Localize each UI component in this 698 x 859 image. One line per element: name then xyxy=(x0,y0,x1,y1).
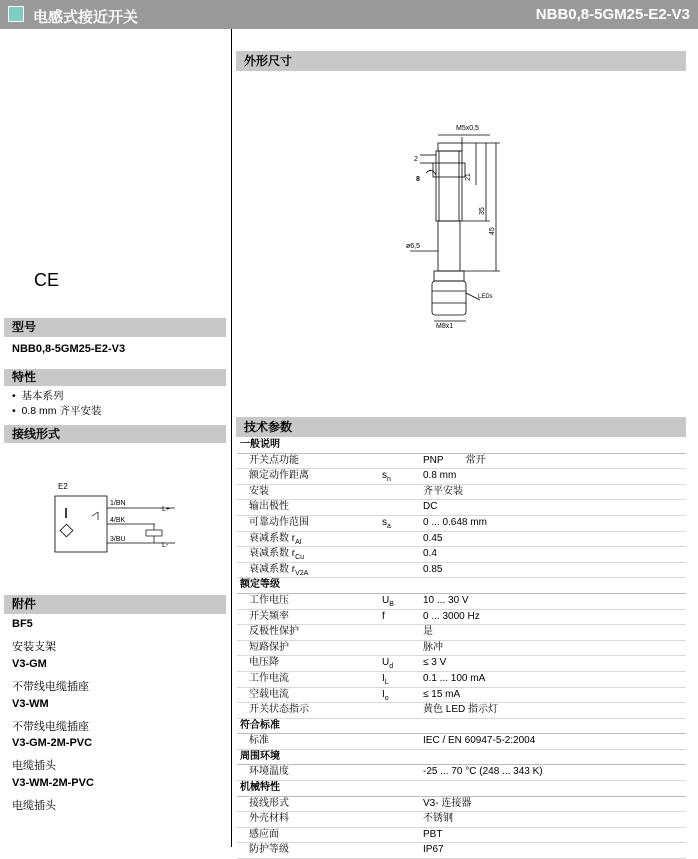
spec-row xyxy=(237,594,686,610)
spec-symbol-text: U xyxy=(382,594,390,606)
spec-section-row xyxy=(237,578,686,594)
pin-label: 3/BU xyxy=(110,536,126,543)
spec-label-text: 工作电压 xyxy=(249,594,289,606)
spec-label-text: 符合标准 xyxy=(240,719,280,731)
spec-label xyxy=(240,578,280,593)
feature-item: • 0.8 mm 齐平安装 xyxy=(12,405,102,417)
page-title: 电感式接近开关 xyxy=(33,9,139,26)
spec-label-text: 工作电流 xyxy=(249,672,289,684)
spec-label xyxy=(240,719,280,734)
feature-item-label: 基本系列 xyxy=(21,390,64,402)
spec-value: 0.85 xyxy=(423,563,443,575)
spec-label-sub: Al xyxy=(295,538,302,546)
spec-section-row xyxy=(237,750,686,766)
feature-item: • 基本系列 xyxy=(12,390,64,402)
spec-table xyxy=(237,438,686,859)
spec-value: 脉冲 xyxy=(423,641,443,653)
spec-label xyxy=(249,672,289,687)
connector-label: M8x1 xyxy=(436,323,454,330)
spec-value: IEC / EN 60947-5-2:2004 xyxy=(423,735,536,747)
accessory-name: BF5 xyxy=(12,618,33,630)
spec-label xyxy=(249,703,309,718)
spec-symbol-text: f xyxy=(382,610,385,622)
spec-row xyxy=(237,485,686,501)
ce-mark: CE xyxy=(34,270,60,290)
dim-2-label: 2 xyxy=(414,156,418,163)
spec-value: -25 ... 70 °C (248 ... 343 K) xyxy=(423,766,543,778)
spec-row xyxy=(237,547,686,563)
spec-label xyxy=(249,734,269,749)
spec-value: 0.4 xyxy=(423,548,437,560)
spec-row xyxy=(237,703,686,719)
accessory-desc: 电缆插头 xyxy=(12,800,56,812)
spec-label-text: 额定等级 xyxy=(240,579,280,591)
dimensions-heading: 外形尺寸 xyxy=(236,51,686,71)
model-value: NBB0,8-5GM25-E2-V3 xyxy=(12,343,126,355)
accessory-name: V3-GM-2M-PVC xyxy=(12,737,93,749)
spec-row xyxy=(237,765,686,781)
spec-value: V3- 连接器 xyxy=(423,797,472,809)
spec-label xyxy=(249,688,289,703)
spec-row xyxy=(237,641,686,657)
diameter-label: ø6,5 xyxy=(406,243,421,250)
accessory-name: V3-WM xyxy=(12,698,49,710)
spec-value: PNP 常开 xyxy=(423,454,486,466)
spec-row xyxy=(237,672,686,688)
spec-label-text: 空载电流 xyxy=(249,688,289,700)
spec-symbol-sub: L xyxy=(384,678,389,686)
spec-label-sub: Cu xyxy=(295,554,305,562)
spec-value: 10 ... 30 V xyxy=(423,594,469,606)
spec-value: PBT xyxy=(423,828,443,840)
spec-row xyxy=(237,688,686,704)
spec-row xyxy=(237,656,686,672)
spec-symbol-sub: o xyxy=(384,694,389,702)
spec-row xyxy=(237,516,686,532)
wiring-heading: 接线形式 xyxy=(4,425,226,443)
spec-label-text: 标准 xyxy=(249,735,269,747)
spec-label-text: 衰减系数 r xyxy=(249,548,296,560)
accessory-name: V3-WM-2M-PVC xyxy=(12,777,94,789)
spec-label-text: 短路保护 xyxy=(249,641,289,653)
spec-label xyxy=(249,843,289,858)
spec-label xyxy=(249,610,289,625)
spec-label xyxy=(249,656,279,671)
spec-symbol-sub: n xyxy=(387,476,391,484)
spec-value: 是 xyxy=(423,626,433,638)
spec-label-text: 电压降 xyxy=(249,657,279,669)
spec-symbol xyxy=(382,610,385,625)
spec-row xyxy=(237,610,686,626)
spec-section-row xyxy=(237,438,686,454)
spec-row xyxy=(237,532,686,548)
spec-section-row xyxy=(237,719,686,735)
spec-row xyxy=(237,469,686,485)
features-heading: 特性 xyxy=(4,369,226,386)
spec-label-text: 防护等级 xyxy=(249,844,289,856)
column-divider xyxy=(231,29,232,847)
spec-row xyxy=(237,500,686,516)
spec-value: 0.1 ... 100 mA xyxy=(423,672,486,684)
spec-label-text: 外壳材料 xyxy=(249,813,289,825)
spec-symbol-sub: a xyxy=(387,522,391,530)
spec-row xyxy=(237,812,686,828)
spec-label-text: 开关点功能 xyxy=(249,454,299,466)
dimension-drawing xyxy=(400,115,510,335)
leds-label: LEDs xyxy=(478,294,493,300)
spec-value: IP67 xyxy=(423,844,444,856)
spec-label-text: 输出极性 xyxy=(249,501,289,513)
spec-value: 0 ... 3000 Hz xyxy=(423,610,480,622)
spec-label xyxy=(249,594,289,609)
spec-row xyxy=(237,797,686,813)
feature-item-label: 0.8 mm 齐平安装 xyxy=(21,405,102,417)
spec-label xyxy=(249,797,289,812)
spec-label-text: 接线形式 xyxy=(249,797,289,809)
spec-label xyxy=(240,750,280,765)
spec-row xyxy=(237,625,686,641)
spec-value: 不锈钢 xyxy=(423,813,453,825)
spec-label xyxy=(240,781,280,796)
spec-row xyxy=(237,843,686,859)
accessories-heading: 附件 xyxy=(4,595,226,614)
spec-label-text: 额定动作距离 xyxy=(249,470,309,482)
plus-label: L+ xyxy=(162,506,170,513)
spec-label-text: 一般说明 xyxy=(240,439,280,450)
spec-value: 齐平安装 xyxy=(423,485,463,497)
spec-label-text: 可靠动作范围 xyxy=(249,516,309,528)
pin-label: 4/BK xyxy=(110,517,126,524)
dim-45-label: 45 xyxy=(489,227,496,235)
spec-row xyxy=(237,734,686,750)
spec-label xyxy=(249,765,289,780)
spec-label-text: 反极性保护 xyxy=(249,626,299,638)
spec-label-text: 安装 xyxy=(249,485,269,497)
spec-symbol-text: I xyxy=(382,672,385,684)
spec-value: 0 ... 0.648 mm xyxy=(423,516,487,528)
spec-label xyxy=(249,812,289,827)
spec-label xyxy=(249,500,289,515)
minus-label: L- xyxy=(162,542,169,549)
model-heading: 型号 xyxy=(4,318,226,337)
spec-symbol-sub: B xyxy=(389,600,394,608)
dim-21-label: 21 xyxy=(465,173,472,181)
spec-symbol-text: I xyxy=(382,688,385,700)
accessory-desc: 安装支架 xyxy=(12,641,56,653)
accessory-desc: 不带线电缆插座 xyxy=(12,721,89,733)
accessory-desc: 电缆插头 xyxy=(12,760,56,772)
header-model: NBB0,8-5GM25-E2-V3 xyxy=(535,6,690,23)
wiring-label: E2 xyxy=(58,482,68,491)
spec-label xyxy=(249,516,309,531)
spec-value: 0.8 mm xyxy=(423,470,457,482)
spec-row xyxy=(237,454,686,470)
spec-symbol-text: s xyxy=(382,516,387,528)
specs-heading: 技术参数 xyxy=(236,417,686,437)
spec-value: 0.45 xyxy=(423,532,443,544)
spec-value: DC xyxy=(423,501,438,513)
pin-label: 1/BN xyxy=(110,500,126,507)
spec-symbol-text: U xyxy=(382,657,390,669)
spec-label-text: 开关状态指示 xyxy=(249,704,309,716)
spec-label-sub: V2A xyxy=(295,569,309,577)
spec-label xyxy=(249,828,279,843)
accessory-name: V3-GM xyxy=(12,658,47,670)
spec-section-row xyxy=(237,781,686,797)
spec-label-text: 衰减系数 r xyxy=(249,532,296,544)
spec-label-text: 开关频率 xyxy=(249,610,289,622)
spec-label xyxy=(249,625,299,640)
spec-label xyxy=(249,485,269,500)
spec-row xyxy=(237,563,686,579)
spec-label xyxy=(249,454,299,469)
spec-value: ≤ 3 V xyxy=(423,657,447,669)
page-header xyxy=(0,0,698,29)
wiring-diagram xyxy=(50,478,190,558)
accessory-desc: 不带线电缆插座 xyxy=(12,681,89,693)
spec-label xyxy=(249,641,289,656)
dim-8-label: 8 xyxy=(416,176,420,183)
thread-label: M5x0,5 xyxy=(456,125,479,132)
spec-row xyxy=(237,828,686,844)
header-logo-square xyxy=(8,6,24,22)
spec-value: 黄色 LED 指示灯 xyxy=(423,704,499,716)
spec-label-text: 衰减系数 r xyxy=(249,563,296,575)
spec-symbol-sub: d xyxy=(389,663,394,671)
dim-35-label: 35 xyxy=(479,207,486,215)
spec-label-text: 环境温度 xyxy=(249,766,289,778)
spec-label xyxy=(240,438,280,453)
spec-label-text: 机械特性 xyxy=(240,782,280,794)
spec-label-text: 周围环境 xyxy=(240,750,280,762)
spec-symbol-text: s xyxy=(382,470,387,482)
spec-value: ≤ 15 mA xyxy=(423,688,461,700)
spec-label-text: 感应面 xyxy=(249,828,279,840)
spec-label xyxy=(249,469,309,484)
